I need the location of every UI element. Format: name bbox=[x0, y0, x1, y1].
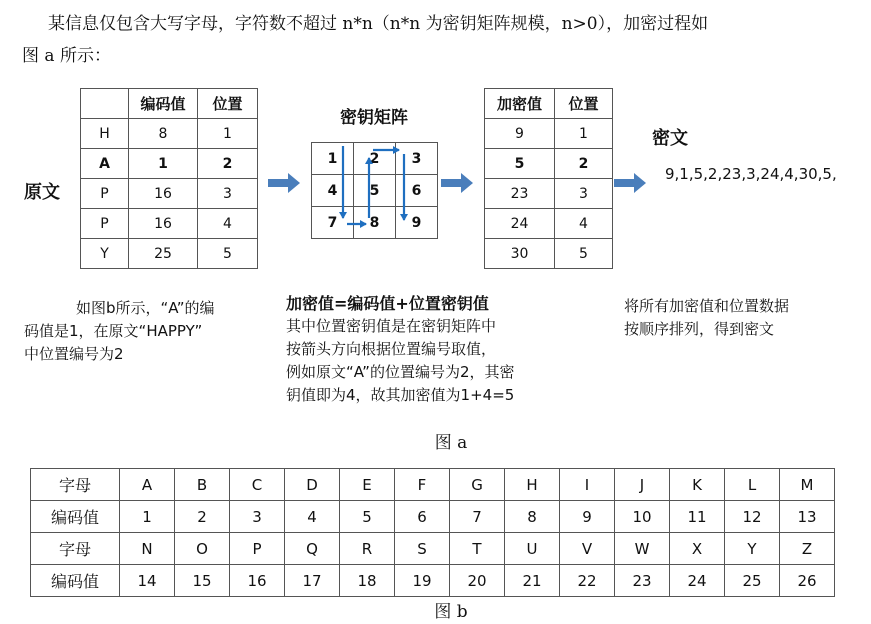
cell: 24 bbox=[485, 209, 555, 239]
code-cell: 3 bbox=[230, 501, 285, 533]
cell: H bbox=[81, 119, 129, 149]
code-cell: 22 bbox=[560, 565, 615, 597]
code-cell: 21 bbox=[505, 565, 560, 597]
header-cell: 加密值 bbox=[485, 89, 555, 119]
code-cell: 6 bbox=[395, 501, 450, 533]
cell: 5 bbox=[198, 239, 258, 269]
code-cell: 8 bbox=[505, 501, 560, 533]
row-label: 字母 bbox=[31, 533, 120, 565]
cell: 1 bbox=[198, 119, 258, 149]
code-cell: 24 bbox=[670, 565, 725, 597]
letter-cell: T bbox=[450, 533, 505, 565]
note-right bbox=[624, 295, 864, 341]
letter-cell: Z bbox=[780, 533, 835, 565]
note-middle bbox=[286, 292, 586, 407]
cell: 8 bbox=[129, 119, 198, 149]
caption-figure-a: 图 a bbox=[434, 433, 468, 453]
cell: 4 bbox=[198, 209, 258, 239]
code-cell: 7 bbox=[450, 501, 505, 533]
matrix-cell: 5 bbox=[354, 175, 396, 207]
matrix-cell: 6 bbox=[396, 175, 438, 207]
cell: 30 bbox=[485, 239, 555, 269]
letter-cell: A bbox=[120, 469, 175, 501]
row-label: 字母 bbox=[31, 469, 120, 501]
letter-cell: H bbox=[505, 469, 560, 501]
cell: 4 bbox=[555, 209, 613, 239]
code-cell: 17 bbox=[285, 565, 340, 597]
letter-cell: N bbox=[120, 533, 175, 565]
code-cell: 5 bbox=[340, 501, 395, 533]
code-cell: 10 bbox=[615, 501, 670, 533]
code-cell: 25 bbox=[725, 565, 780, 597]
letter-cell: D bbox=[285, 469, 340, 501]
code-cell: 14 bbox=[120, 565, 175, 597]
original-label: 原文 bbox=[24, 182, 60, 203]
caption-figure-b: 图 b bbox=[434, 602, 468, 622]
code-cell: 15 bbox=[175, 565, 230, 597]
matrix-cell: 1 bbox=[312, 143, 354, 175]
cell: 2 bbox=[555, 149, 613, 179]
cell: 5 bbox=[555, 239, 613, 269]
header-cell: 位置 bbox=[555, 89, 613, 119]
code-cell: 2 bbox=[175, 501, 230, 533]
cell: A bbox=[81, 149, 129, 179]
cell: 2 bbox=[198, 149, 258, 179]
note-line: 将所有加密值和位置数据 bbox=[624, 297, 790, 315]
flow-arrow-3-icon bbox=[614, 173, 646, 193]
row-label: 编码值 bbox=[31, 565, 120, 597]
letter-cell: J bbox=[615, 469, 670, 501]
letter-cell: O bbox=[175, 533, 230, 565]
code-cell: 9 bbox=[560, 501, 615, 533]
code-cell: 1 bbox=[120, 501, 175, 533]
letter-cell: X bbox=[670, 533, 725, 565]
cell: 3 bbox=[555, 179, 613, 209]
note-line: 中位置编号为2 bbox=[24, 345, 124, 363]
row-label: 编码值 bbox=[31, 501, 120, 533]
letter-cell: P bbox=[230, 533, 285, 565]
note-line: 如图b所示，“A”的编 bbox=[76, 299, 215, 317]
key-path-arrows-icon bbox=[343, 146, 404, 224]
letter-cell: R bbox=[340, 533, 395, 565]
cell: 1 bbox=[555, 119, 613, 149]
code-cell: 12 bbox=[725, 501, 780, 533]
matrix-cell: 9 bbox=[396, 207, 438, 239]
alphabet-code-table bbox=[30, 468, 835, 597]
code-cell: 18 bbox=[340, 565, 395, 597]
note-line: 码值是1，在原文“HAPPY” bbox=[24, 322, 203, 340]
code-cell: 20 bbox=[450, 565, 505, 597]
codes-row-1 bbox=[31, 501, 835, 533]
letter-cell: Q bbox=[285, 533, 340, 565]
header-cell: 位置 bbox=[198, 89, 258, 119]
letter-cell: V bbox=[560, 533, 615, 565]
header-cell: 编码值 bbox=[129, 89, 198, 119]
codes-row-2 bbox=[31, 565, 835, 597]
cell: 16 bbox=[129, 179, 198, 209]
flow-arrow-2-icon bbox=[441, 173, 473, 193]
formula-heading: 加密值=编码值+位置密钥值 bbox=[286, 294, 489, 313]
flow-arrow-1-icon bbox=[268, 173, 300, 193]
cell: P bbox=[81, 209, 129, 239]
code-cell: 13 bbox=[780, 501, 835, 533]
letter-cell: U bbox=[505, 533, 560, 565]
intro-line-1: 某信息仅包含大写字母，字符数不超过 n*n（n*n 为密钥矩阵规模，n>0），加密过程如 bbox=[48, 14, 709, 34]
matrix-cell: 3 bbox=[396, 143, 438, 175]
cell: 1 bbox=[129, 149, 198, 179]
code-cell: 16 bbox=[230, 565, 285, 597]
letter-cell: F bbox=[395, 469, 450, 501]
cipher-text: 9,1,5,2,23,3,24,4,30,5, bbox=[665, 165, 837, 183]
letters-row-2 bbox=[31, 533, 835, 565]
cell: P bbox=[81, 179, 129, 209]
note-left bbox=[24, 297, 254, 366]
intro-line-2: 图 a 所示： bbox=[22, 46, 111, 66]
cell: 3 bbox=[198, 179, 258, 209]
matrix-cell: 4 bbox=[312, 175, 354, 207]
letter-cell: G bbox=[450, 469, 505, 501]
code-cell: 26 bbox=[780, 565, 835, 597]
code-cell: 23 bbox=[615, 565, 670, 597]
note-line: 按箭头方向根据位置编号取值， bbox=[286, 340, 497, 358]
cell: 25 bbox=[129, 239, 198, 269]
letter-cell: M bbox=[780, 469, 835, 501]
letter-cell: E bbox=[340, 469, 395, 501]
code-cell: 11 bbox=[670, 501, 725, 533]
letter-cell: W bbox=[615, 533, 670, 565]
cell: 5 bbox=[485, 149, 555, 179]
letter-cell: C bbox=[230, 469, 285, 501]
matrix-cell: 2 bbox=[354, 143, 396, 175]
letter-cell: I bbox=[560, 469, 615, 501]
letter-cell: S bbox=[395, 533, 450, 565]
note-line: 钥值即为4，故其加密值为1+4=5 bbox=[286, 386, 515, 404]
letter-cell: Y bbox=[725, 533, 780, 565]
matrix-cell: 7 bbox=[312, 207, 354, 239]
cell: 9 bbox=[485, 119, 555, 149]
letter-cell: B bbox=[175, 469, 230, 501]
cell: 23 bbox=[485, 179, 555, 209]
code-cell: 19 bbox=[395, 565, 450, 597]
note-line: 例如原文“A”的位置编号为2，其密 bbox=[286, 363, 515, 381]
letter-cell: K bbox=[670, 469, 725, 501]
matrix-cell: 8 bbox=[354, 207, 396, 239]
letters-row-1 bbox=[31, 469, 835, 501]
code-cell: 4 bbox=[285, 501, 340, 533]
cipher-label: 密文 bbox=[652, 128, 688, 149]
note-line: 按顺序排列，得到密文 bbox=[624, 320, 775, 338]
letter-cell: L bbox=[725, 469, 780, 501]
note-line: 其中位置密钥值是在密钥矩阵中 bbox=[286, 317, 497, 335]
key-matrix-title: 密钥矩阵 bbox=[340, 108, 408, 128]
cell: 16 bbox=[129, 209, 198, 239]
cell: Y bbox=[81, 239, 129, 269]
